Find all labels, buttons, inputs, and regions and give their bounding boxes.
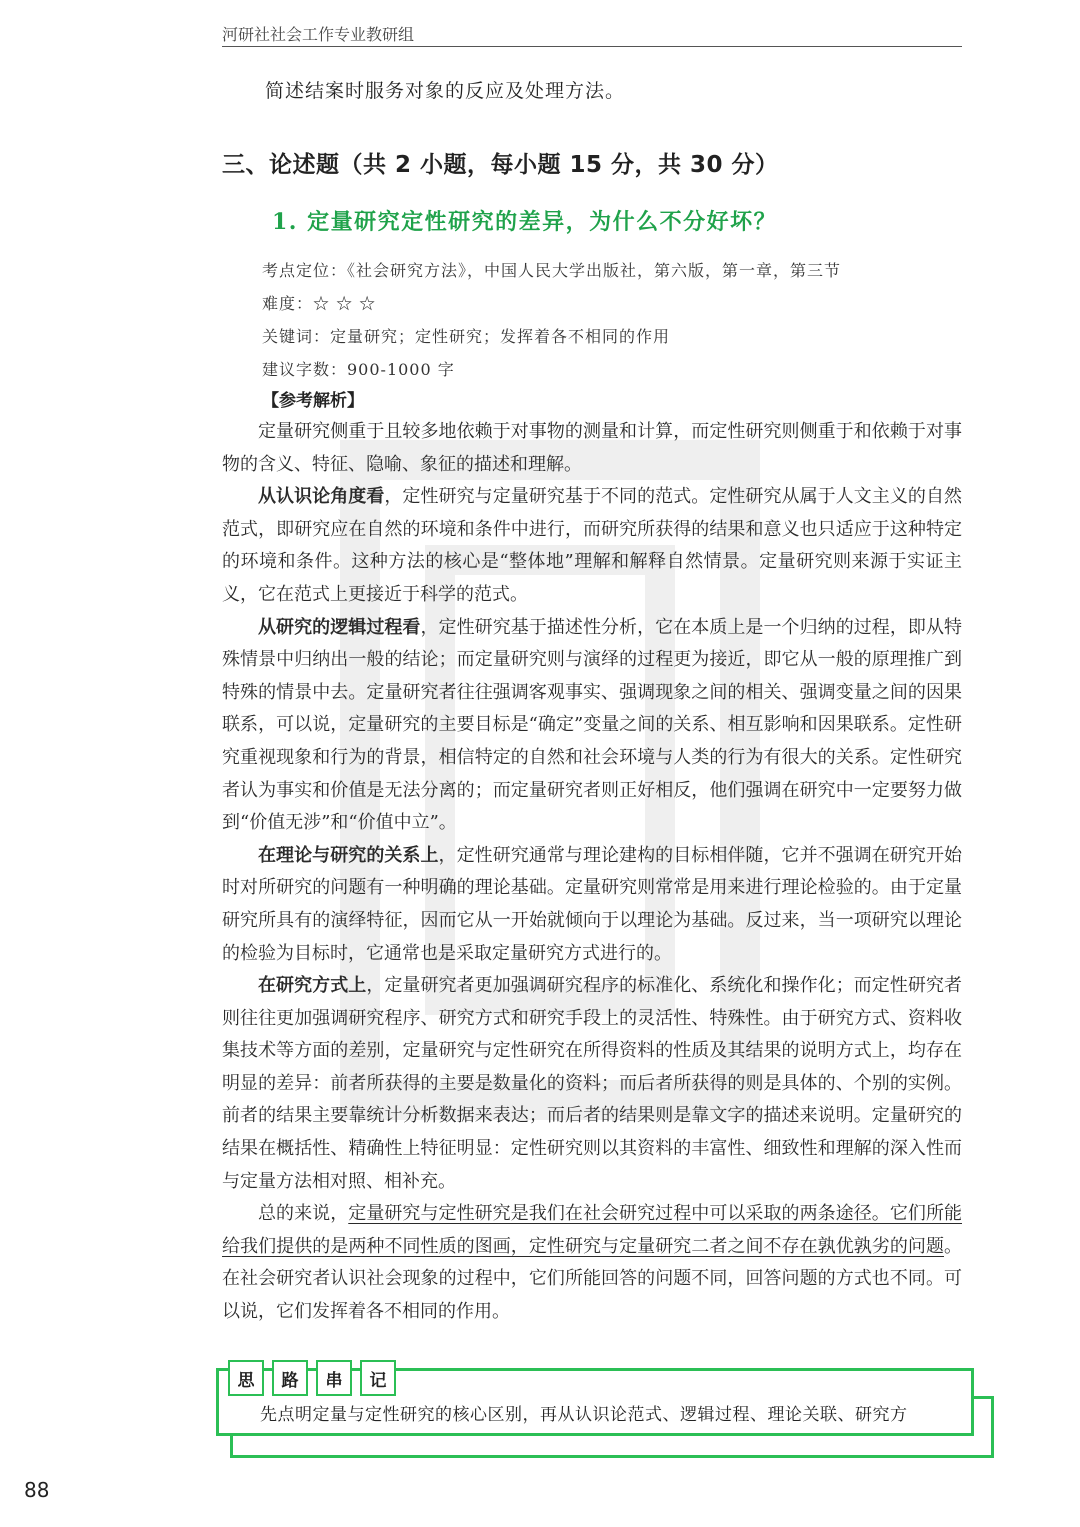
analysis-paragraph: 定量研究侧重于且较多地依赖于对事物的测量和计算，而定性研究则侧重于和依赖于对事物的含义、特征、隐喻、象征的描述和理解。 bbox=[222, 421, 962, 475]
tip-tag: 路 bbox=[272, 1360, 308, 1396]
tip-tag: 思 bbox=[228, 1360, 264, 1396]
tip-text: 先点明定量与定性研究的核心区别，再从认识论范式、逻辑过程、理论关联、研究方 bbox=[260, 1405, 908, 1425]
word-count-line: 建议字数：900-1000 字 bbox=[262, 360, 455, 379]
page-number: 88 bbox=[24, 1478, 50, 1502]
paragraph-lead: 在理论与研究的关系上 bbox=[258, 844, 439, 866]
analysis-paragraph: 总的来说，定量研究与定性研究是我们在社会研究过程中可以采取的两条途径。它们所能给我们提供的是两种不同性质的图画，定性研究与定量研究二者之间不存在孰优孰劣的问题。在社会研究者认识社会现象的过程中，它们所能回答的问题不同，回答问题的方式也不同。可以说，它们发挥着各不相同的作用。 bbox=[222, 1203, 962, 1323]
tip-tags bbox=[228, 1360, 396, 1396]
analysis-paragraph: 在理论与研究的关系上，定性研究通常与理论建构的目标相伴随，它并不强调在研究开始时对所研究的问题有一种明确的理论基础。定量研究则常常是用来进行理论检验的。由于定量研究所具有的演绎特征，因而它从一开始就倾向于以理论为基础。反过来，当一项研究以理论的检验为目标时，它通常也是采取定量研究方式进行的。 bbox=[222, 844, 963, 964]
analysis-paragraph: 从研究的逻辑过程看，定性研究基于描述性分析，它在本质上是一个归纳的过程，即从特殊情景中归纳出一般的结论；而定量研究则与演绎的过程更为接近，即它从一般的原理推广到特殊的情景中去。定量研究者往往强调客观事实、强调现象之间的相关、强调变量之间的因果联系，可以说，定量研究的主要目标是“确定”变量之间的关系、相互影响和因果联系。定性研究重视现象和行为的背景，相信特定的自然和社会环境与人类的行为有很大的关系。定性研究者认为事实和价值是无法分离的；而定量研究者则正好相反，他们强调在研究中一定要努力做到“价值无涉”和“价值中立”。 bbox=[222, 616, 963, 834]
paragraph-lead: 从认识论角度看 bbox=[258, 486, 385, 508]
previous-question-text: 简述结案时服务对象的反应及处理方法。 bbox=[265, 80, 626, 102]
paragraph-lead: 在研究方式上 bbox=[258, 975, 367, 997]
question-title: 1. 定量研究定性研究的差异，为什么不分好坏？ bbox=[272, 209, 778, 235]
analysis-body bbox=[222, 416, 962, 1329]
difficulty-rating: 难度：☆ ☆ ☆ bbox=[262, 294, 377, 313]
analysis-paragraph: 从认识论角度看，定性研究与定量研究基于不同的范式。定性研究从属于人文主义的自然范式，即研究应在自然的环境和条件中进行，而研究所获得的结果和意义也只适应于这种特定的环境和条件。这种方法的核心是“整体地”理解和解释自然情景。定量研究则来源于实证主义，它在范式上更接近于科学的范式。 bbox=[222, 486, 963, 605]
tip-tag: 记 bbox=[360, 1360, 396, 1396]
underlined-conclusion: 定量研究与定性研究是我们在社会研究过程中可以采取的两条途径。它们所能给我们提供的是两种不同性质的图画，定性研究与定量研究二者之间不存在孰优孰劣的问题 bbox=[222, 1203, 962, 1257]
exam-point-location: 考点定位：《社会研究方法》，中国人民大学出版社，第六版，第一章，第三节 bbox=[262, 261, 842, 280]
section-heading: 三、论述题（共 2 小题，每小题 15 分，共 30 分） bbox=[222, 152, 779, 178]
analysis-paragraph: 在研究方式上，定量研究者更加强调研究程序的标准化、系统化和操作化；而定性研究者则往往更加强调研究程序、研究方式和研究手段上的灵活性、特殊性。由于研究方式、资料收集技术等方面的差别，定量研究与定性研究在所得资料的性质及其结果的说明方式上，均存在明显的差异：前者所获得的主要是数量化的资料；而后者所获得的则是具体的、个别的实例。前者的结果主要靠统计分析数据来表达；而后者的结果则是靠文字的描述来说明。定量研究的结果在概括性、精确性上特征明显：定性研究则以其资料的丰富性、细致性和理解的深入性而与定量方法相对照、相补充。 bbox=[222, 975, 963, 1192]
running-header: 河研社社会工作专业教研组 bbox=[222, 22, 962, 47]
reference-analysis-heading: 【参考解析】 bbox=[262, 391, 364, 411]
tip-tag: 串 bbox=[316, 1360, 352, 1396]
paragraph-lead: 从研究的逻辑过程看 bbox=[258, 616, 421, 638]
keywords-line: 关键词：定量研究；定性研究；发挥着各不相同的作用 bbox=[262, 327, 671, 346]
